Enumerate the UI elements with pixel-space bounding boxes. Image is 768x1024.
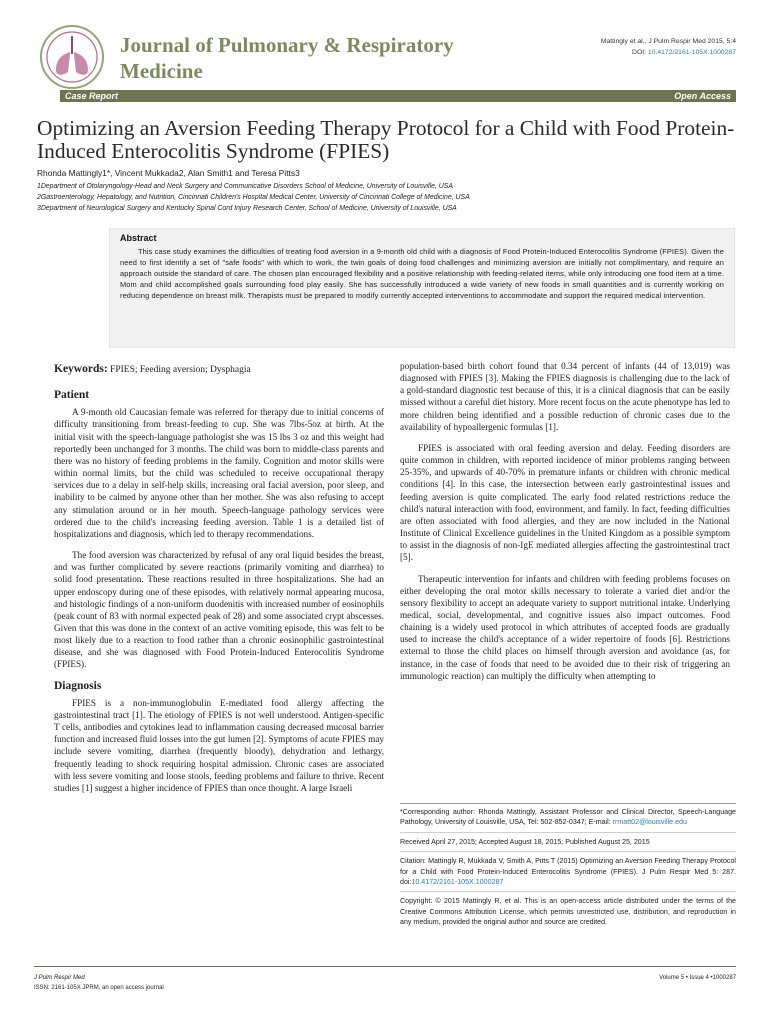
abstract-text: This case study examines the difficulties of treating food aversion in a 9-month old child with a diagnosis of Food Protein-Induced Enterocolitis Syndrome (FPIES). Given the need to first identify a set of "safe foods" with which to work, the twin goals of doing food challenges and minimizing aversion are initially not complimentary, and require an approach outside the standard of care. The chosen plan encouraged flexibility and a positive relationship with feeding-related items, while only introducing one food item at a time. Mom and child accomplished goals surrounding food play easily. She has successfully introduced a wide variety of new foods in small quantities and is currently working on reducing dependence on breast milk. Therapists must be prepared to modify currently accepted interventions to accommodate and support the required medical intervention. <box>120 247 724 301</box>
footer-journal-info: J Pulm Respir Med ISSN: 2161-105X JPRM, an open access journal <box>34 975 164 991</box>
correspondence-box <box>400 803 736 936</box>
right-column <box>400 360 730 691</box>
section-heading-patient: Patient <box>54 389 90 402</box>
citation-note: Citation: Mattingly R, Mukkada V, Smith A, Pitts T (2015) Optimizing an Aversion Feeding Therapy Protocol for a Child with Food Protein-Induced Enterocolitis Syndrome (FPIES). J Pulm Respir Med 5: 287. doi:10.4172/2161-105X.1000287 <box>400 856 736 892</box>
paragraph: A 9-month old Caucasian female was referred for therapy due to initial concerns of difficulty transitioning from breast-feeding to cup. She was 7lbs-5oz at birth. At the initial visit with the speech-language pathologist she was 15 lbs 3 oz and this weight had reportedly been unchanged for 3 months. The child was born to middle-class parents and there was no history of feeding problems in the family. Cognition and motor skills were within normal limits, but the child was scheduled to receive occupational therapy services due to a delay in self-help skills, increasing oral facial aversion, poor sleep, and inability to be calmed by anyone other than her mother. She was also refusing to accept any stimulation around or in her mouth. Speech-language pathology services were ordered due to the child's increasing feeding aversion. Table 1 is a detailed list of hospitalizations and diagnosis, which led to therapy recommendations. <box>54 407 384 539</box>
paragraph: FPIES is associated with oral feeding aversion and delay. Feeding disorders are quite common in children, with reported incidence of minor problems ranging between 25-35%, and upwards of 40-70% in premature infants or children with chronic medical conditions [4]. In this case, the intersection between early gastrointestinal issues and feeding aversion is quite complicated. The early food related restrictions reduce the child's natural interaction with food, environment, and family. In fact, feeding difficulties are often associated with food allergies, and they are now included in the National Institute of Clinical Excellence guidelines in the United Kingdom as a possible symptom to assist in the diagnosis of non-IgE mediated allergies affecting the gastrointestinal tract [5]. <box>400 442 730 563</box>
keywords: Keywords: FPIES; Feeding aversion; Dysphagia <box>54 363 251 375</box>
article-title: Optimizing an Aversion Feeding Therapy Protocol for a Child with Food Protein-Induced Enterocolitis Syndrome (FPIES) <box>37 116 735 163</box>
article-type-label: Case Report <box>65 91 119 101</box>
citation-text: Mattingly et al., J Pulm Respir Med 2015, 5:4 <box>600 38 736 45</box>
journal-logo-icon <box>34 24 110 90</box>
journal-header <box>34 24 736 86</box>
footer-volume: Volume 5 • Issue 4 •1000287 <box>659 975 736 981</box>
section-heading-diagnosis: Diagnosis <box>54 679 102 692</box>
paragraph: The food aversion was characterized by refusal of any oral liquid besides the breast, and was further complicated by severe reactions (primarily vomiting and diarrhea) to solid food presentation. These reactions resulted in three hospitalizations. She had an upper endoscopy during one of these episodes, with relatively normal appearing mucosa, and histologic findings of a non-uniform duodenitis with increased number of eosinophils (peak count of 83 with normal expected peak of 28) and some associated crypt abscesses. Given that this was done in the context of an active vomiting episode, this was felt to be most likely due to a reaction to food rather than a chronic eosinophilic gastrointestinal disease, and she was diagnosed with Food Protein-Induced Enterocolitis Syndrome (FPIES). <box>54 550 384 670</box>
doi-line: DOI: 10.4172/2161-105X.1000287 <box>632 49 736 56</box>
citation-doi-link[interactable]: 10.4172/2161-105X.1000287 <box>411 878 504 887</box>
citation-block <box>486 36 736 58</box>
open-access-label: Open Access <box>674 91 731 101</box>
journal-title: Journal of Pulmonary & Respiratory Medicine <box>120 33 454 83</box>
doi-link[interactable]: 10.4172/2161-105X.1000287 <box>647 49 736 56</box>
corresponding-author: *Corresponding author: Rhonda Mattingly, Assistant Professor and Clinical Director, Speech-Language Pathology, University of Louisville, USA, Tel: 502-852-0347; E-mail: rrmatt02@louisville.edu <box>400 807 736 833</box>
page-footer <box>34 966 736 993</box>
paragraph: FPIES is a non-immunoglobulin E-mediated food allergy affecting the gastrointestinal tract [1]. The etiology of FPIES is not well understood. Antigen-specific T cells, antibodies and cytokines lead to inflammation causing decreased mucosal barrier function and increased fluid losses into the gut lumen [2]. Symptoms of acute FPIES may include severe vomiting, diarrhea (frequently bloody), dehydration and lethargy, frequently leading to shock requiring hospital admission. Chronic cases are associated with less severe vomiting and loose stools, feeding problems and failure to thrive. Recent studies [1] suggest a higher incidence of FPIES than once thought. A large Israeli <box>54 697 384 793</box>
affiliations <box>37 181 737 214</box>
left-column <box>54 363 384 803</box>
affiliation-3: 3Department of Neurological Surgery and Kentucky Spinal Cord Injury Research Center, School of Medicine, University of Louisville, USA <box>37 205 457 212</box>
email-link[interactable]: rrmatt02@louisville.edu <box>612 818 687 827</box>
paragraph: population-based birth cohort found that 0.34 percent of infants (44 of 13,019) was diagnosed with FPIES [3]. Making the FPIES diagnosis is challenging due to the lack of a gold-standard diagnostic test because of this, it is a clinical diagnosis that can be easily missed without a careful diet history. More recent focus on the acute phenotype has led to more children being identified and a possible reduction of chronic cases due to the availability of hypoallergenic formulas [1]. <box>400 361 730 432</box>
abstract-box <box>109 228 735 348</box>
article-type-bar <box>60 90 736 102</box>
article-dates: Received April 27, 2015; Accepted August 18, 2015; Published August 25, 2015 <box>400 837 736 852</box>
abstract-heading: Abstract <box>120 233 157 243</box>
copyright-note: Copyright: © 2015 Mattingly R, et al. This is an open-access article distributed under the terms of the Creative Commons Attribution License, which permits unrestricted use, distribution, and reproduction in any medium, provided the original author and source are credited. <box>400 897 736 927</box>
paragraph: Therapeutic intervention for infants and children with feeding problems focuses on either developing the oral motor skills necessary to tolerate a varied diet and/or the sensory flexibility to accept an adequate variety to support nutritional intake. Underlying medical, social, developmental, and cognitive issues also impact outcomes. Food chaining is a widely used protocol in which attributes of accepted foods are gradually used to increase the child's acceptance of a wider repertoire of foods [6]. Restrictions external to those the child places on himself through aversion and avoidance (as, for instance, in the case of foods that need to be avoided due to their risk of triggering an immunologic reaction) can multiply the difficulty when attempting to <box>400 573 730 681</box>
author-list: Rhonda Mattingly1*, Vincent Mukkada2, Alan Smith1 and Teresa Pitts3 <box>37 168 300 178</box>
affiliation-2: 2Gastroenterology, Hepatology, and Nutrition, Cincinnati Children's Hospital Medical Center, University of Cincinnati College of Medicine, USA <box>37 194 470 201</box>
affiliation-1: 1Department of Otolaryngology-Head and Neck Surgery and Communicative Disorders School of Medicine, University of Louisville, USA <box>37 183 453 190</box>
